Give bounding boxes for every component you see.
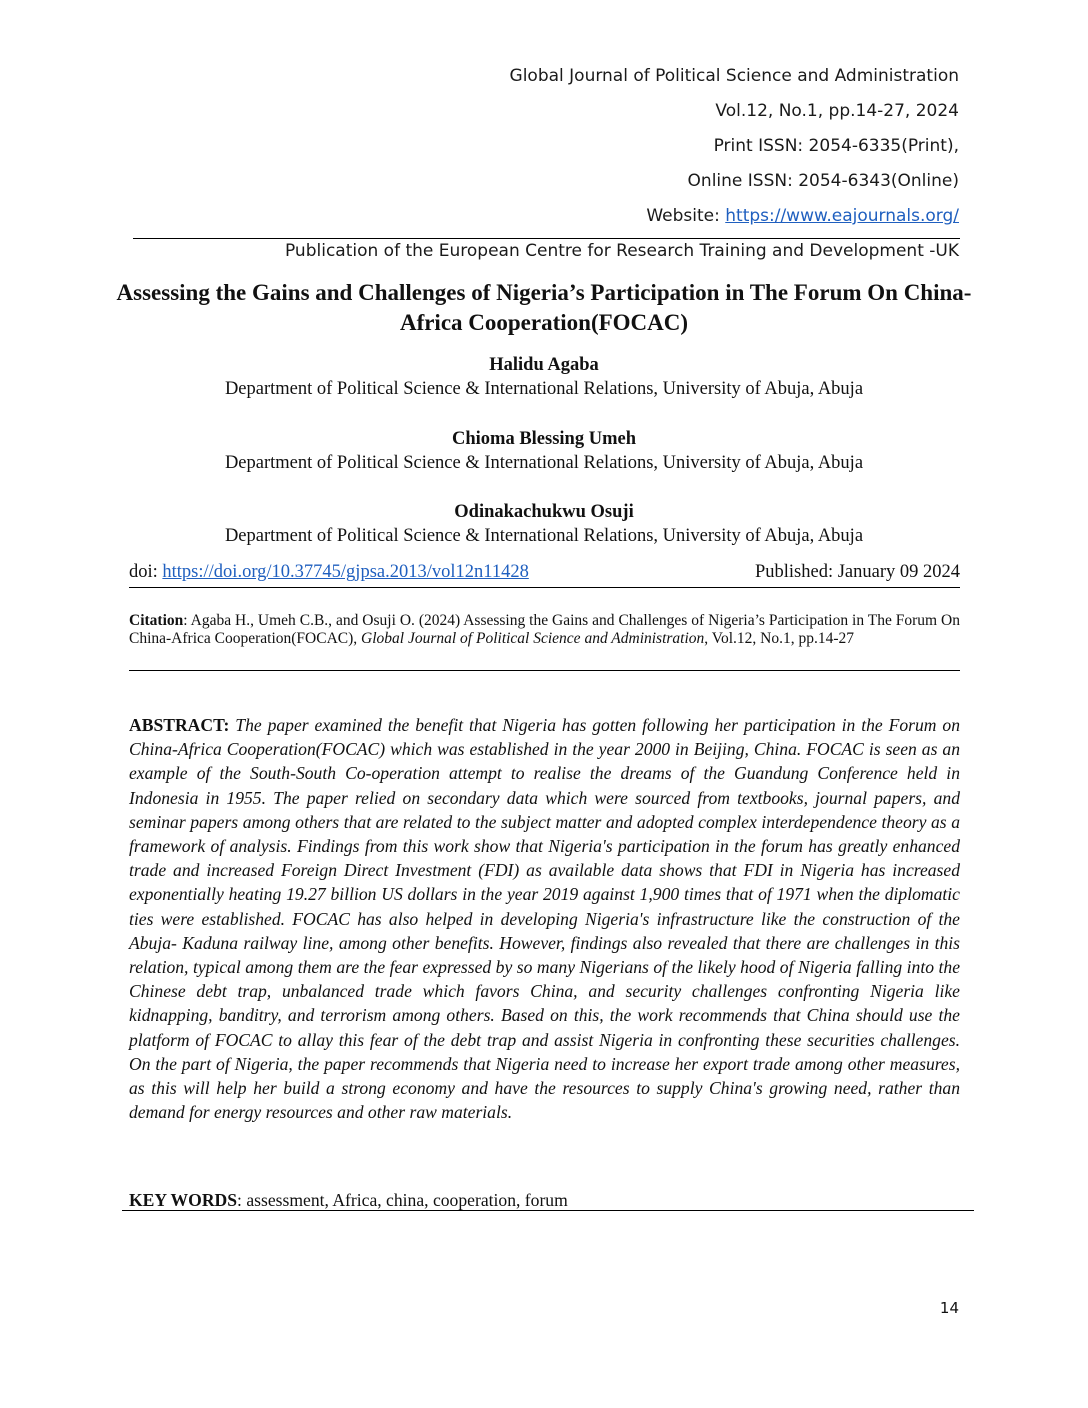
citation-text: : Agaba H., Umeh C.B., and Osuji O. (2024) Assessing the Gains and Challenges of Nigeria’s Participation in The Forum On China-Africa Cooperation(FOCAC), bbox=[129, 612, 960, 647]
keywords-label: KEY WORDS bbox=[129, 1190, 238, 1210]
doi-label: doi: bbox=[129, 562, 163, 582]
publisher-line: Publication of the European Centre for Research Training and Development -UK bbox=[284, 241, 959, 261]
online-issn: Online ISSN: 2054-6343(Online) bbox=[687, 171, 959, 191]
doi-rule bbox=[129, 587, 960, 588]
author-affiliation: Department of Political Science & International Relations, University of Abuja, Abuja bbox=[224, 453, 864, 473]
published-date: Published: January 09 2024 bbox=[754, 562, 960, 582]
abstract-text: The paper examined the benefit that Nigeria has gotten following her participation in the Forum on China-Africa Cooperation(FOCAC) which was established in the year 2000 in Beijing, China. FOCAC is seen as an example of the South-South Co-operation attempt to realise the dreams of the Guandung Conference held in Indonesia in 1955. The paper relied on secondary data which were sourced from textbooks, journal papers, and seminar papers among others that are related to the subject matter and adopted complex interdependence theory as a framework of analysis. Findings from this work show that Nigeria's participation in the forum has greatly enhanced trade and increased Foreign Direct Investment (FDI) as available data shows that FDI in Nigeria has increased exponentially heating 19.27 billion US dollars in the year 2019 against 1,900 times that of 1971 when the diplomatic ties were established. FOCAC has also helped in developing Nigeria's infrastructure like the construction of the Abuja- Kaduna railway line, among other benefits. However, findings also revealed that there are challenges in this relation, typical among them are the fear expressed by so many Nigerians of the likely hood of Nigeria falling into the Chinese debt trap, unbalanced trade which favors China, and security challenges confronting Nigeria like kidnapping, banditry, and terrorism among others. Based on this, the work recommends that China should use the platform of FOCAC to allay this fear of the debt trap and assist Nigeria in confronting these securities challenges. On the part of Nigeria, the paper recommends that Nigeria need to increase her export trade among other measures, as this will help her build a strong economy and have the resources to supply China's growing need, rather than demand for energy resources and other raw materials. bbox=[129, 715, 960, 1123]
author-affiliation: Department of Political Science & International Relations, University of Abuja, Abuja bbox=[224, 379, 864, 399]
website-line bbox=[646, 206, 959, 226]
author-name: Chioma Blessing Umeh bbox=[452, 429, 636, 449]
journal-name: Global Journal of Political Science and Administration bbox=[509, 66, 959, 86]
volume-info: Vol.12, No.1, pp.14-27, 2024 bbox=[715, 101, 959, 121]
website-label: Website: bbox=[646, 206, 726, 226]
paper-title: Assessing the Gains and Challenges of Nigeria’s Participation in The Forum On China-Africa Cooperation(FOCAC) bbox=[116, 280, 972, 335]
citation-tail: , Vol.12, No.1, pp.14-27 bbox=[704, 630, 854, 647]
author-block-1 bbox=[100, 353, 988, 401]
keywords-rule bbox=[122, 1210, 974, 1211]
print-issn: Print ISSN: 2054-6335(Print), bbox=[713, 136, 959, 156]
keywords bbox=[129, 1189, 960, 1211]
website-link[interactable]: https://www.eajournals.org/ bbox=[725, 206, 959, 226]
abstract-label: ABSTRACT: bbox=[129, 715, 230, 735]
abstract bbox=[129, 713, 960, 1124]
doi-link[interactable]: https://doi.org/10.37745/gjpsa.2013/vol12n11428 bbox=[162, 562, 529, 582]
author-affiliation: Department of Political Science & International Relations, University of Abuja, Abuja bbox=[224, 526, 864, 546]
doi-row bbox=[129, 562, 960, 583]
author-block-3 bbox=[100, 500, 988, 548]
citation-rule bbox=[129, 670, 960, 671]
citation bbox=[129, 612, 960, 648]
page-number: 14 bbox=[939, 1299, 959, 1317]
keywords-text: : assessment, Africa, china, cooperation, forum bbox=[237, 1190, 568, 1210]
author-name: Odinakachukwu Osuji bbox=[454, 502, 634, 522]
citation-label: Citation bbox=[129, 612, 184, 629]
doi bbox=[129, 562, 529, 583]
header-rule bbox=[133, 238, 960, 239]
citation-journal: Global Journal of Political Science and Administration bbox=[361, 630, 705, 647]
author-block-2 bbox=[100, 427, 988, 475]
author-name: Halidu Agaba bbox=[489, 355, 599, 375]
